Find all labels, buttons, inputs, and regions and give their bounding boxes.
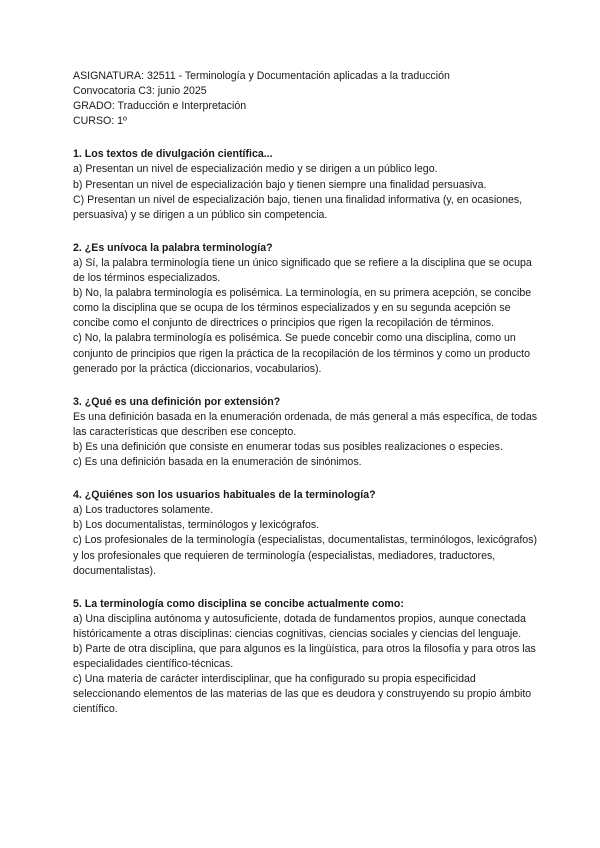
option-b: b) Los documentalistas, terminólogos y lexicógrafos. [73, 519, 320, 532]
question-title: 5. La terminología como disciplina se concibe actualmente como: [73, 597, 404, 610]
option-b: b) No, la palabra terminología es polisémica. La terminología, en su primera acepción, se concibe como la disciplina que se ocupa de los términos especializados y en su segunda acepción se concibe como el conjunto de directrices o principios que rigen la recopilación de términos. [73, 287, 532, 330]
option-c: c) Una materia de carácter interdisciplinar, que ha configurado su propia especificidad seleccionando elementos de las materias de las que es deudora y construyendo su propio ámbito científico. [73, 673, 532, 716]
question-4 [73, 488, 540, 579]
question-title: 2. ¿Es unívoca la palabra terminología? [73, 241, 273, 254]
question-2 [73, 241, 540, 377]
option-a: a) Presentan un nivel de especialización medio y se dirigen a un público lego. [73, 163, 438, 176]
option-a: a) Una disciplina autónoma y autosuficiente, dotada de fundamentos propios, aunque conectada históricamente a otras disciplinas: ciencias cognitivas, ciencias sociales y ciencias del lenguaje. [73, 612, 526, 640]
exam-header [73, 69, 540, 129]
option-a: a) Sí, la palabra terminología tiene un único significado que se refiere a la disciplina que se ocupa de los términos especializados. [73, 256, 532, 285]
option-b: b) Presentan un nivel de especialización bajo y tienen siempre una finalidad persuasiva. [73, 178, 487, 191]
question-title: 1. Los textos de divulgación científica... [73, 148, 273, 161]
question-3 [73, 395, 540, 470]
question-title: 3. ¿Qué es una definición por extensión? [73, 395, 281, 408]
question-1 [73, 147, 540, 222]
call-line: Convocatoria C3: junio 2025 [73, 85, 207, 98]
degree-line: GRADO: Traducción e Interpretación [73, 100, 247, 113]
course-line: CURSO: 1º [73, 115, 127, 128]
question-title: 4. ¿Quiénes son los usuarios habituales de la terminología? [73, 489, 376, 502]
option-a: Es una definición basada en la enumeración ordenada, de más general a más específica, de todas las características que describen ese concepto. [73, 410, 538, 438]
option-c: C) Presentan un nivel de especialización bajo, tienen una finalidad informativa (y, en ocasiones, persuasiva) y se dirigen a un público sin competencia. [73, 193, 523, 221]
option-b: b) Es una definición que consiste en enumerar todas sus posibles realizaciones o especies. [73, 440, 503, 453]
option-c: c) Es una definición basada en la enumeración de sinónimos. [73, 456, 362, 469]
option-c: c) No, la palabra terminología es polisémica. Se puede concebir como una disciplina, como un conjunto de principios que rigen la práctica de la recopilación de los términos y como un producto generado por la práctica (diccionarios, vocabularios). [73, 332, 530, 375]
option-a: a) Los traductores solamente. [73, 504, 214, 517]
subject-line: ASIGNATURA: 32511 - Terminología y Documentación aplicadas a la traducción [73, 70, 450, 82]
question-5 [73, 597, 540, 718]
option-b: b) Parte de otra disciplina, que para algunos es la lingüística, para otros la filosofía y para otros las especialidades científico-técnicas. [73, 643, 536, 671]
option-c: c) Los profesionales de la terminología (especialistas, documentalistas, terminólogos, lexicógrafos) y los profesionales que requieren de terminología (especialistas, mediadores, traductores, documentalistas). [73, 534, 537, 577]
